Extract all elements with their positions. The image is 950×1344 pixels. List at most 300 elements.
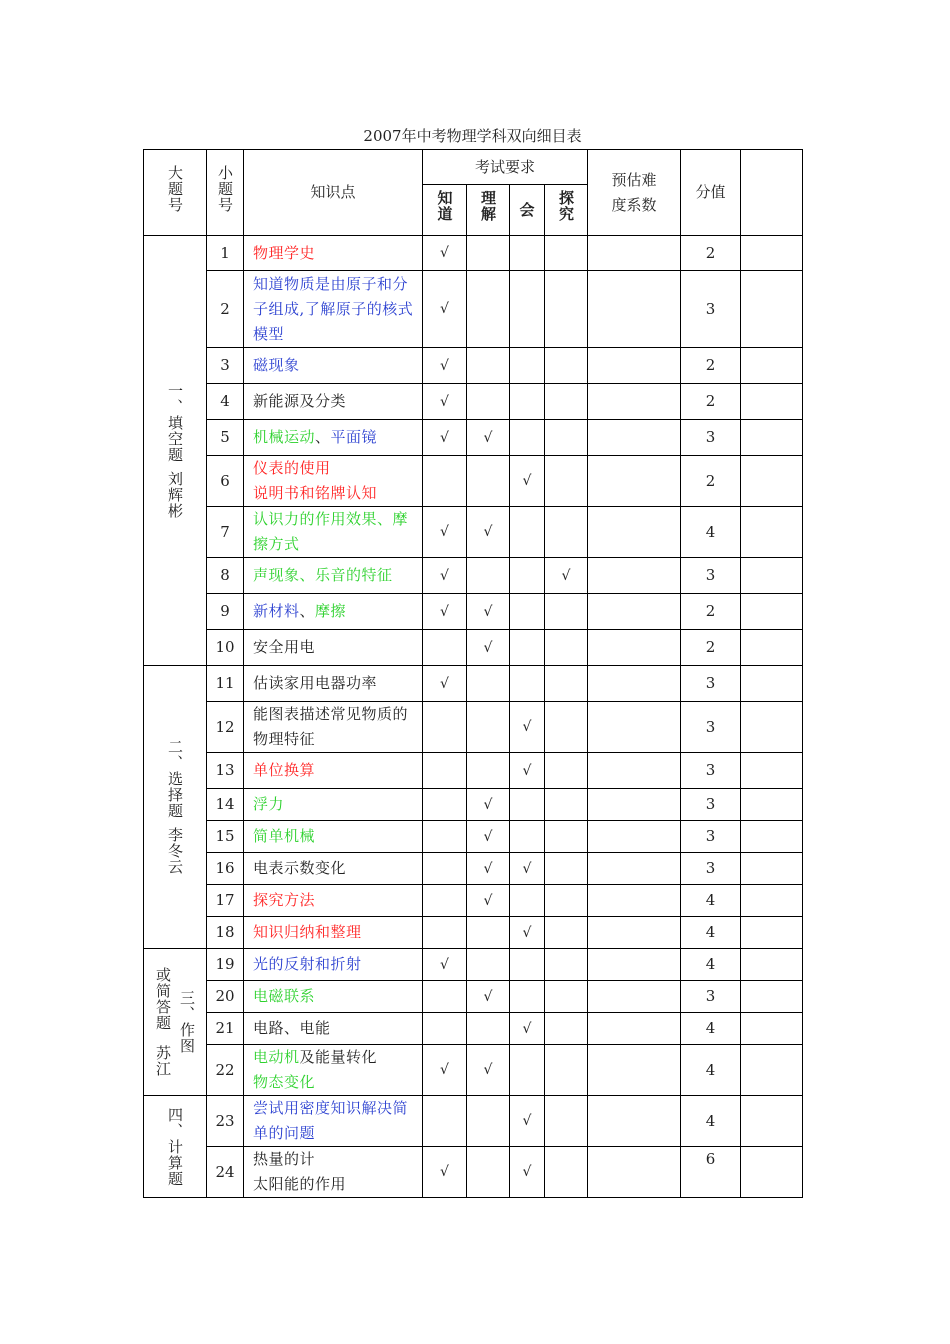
section-label <box>144 739 206 875</box>
knowledge-point <box>244 271 423 348</box>
section-title: 三、作图 <box>178 990 196 1054</box>
check-mark-icon: √ <box>483 524 493 540</box>
score-value: 3 <box>681 853 741 885</box>
check-mark-icon: √ <box>483 988 493 1005</box>
check-cell-apply <box>510 1096 545 1147</box>
section-label <box>144 967 206 1077</box>
table-row <box>144 1147 803 1198</box>
difficulty-cell <box>588 753 681 789</box>
check-mark-icon: √ <box>522 860 532 877</box>
score-value: 4 <box>681 1096 741 1147</box>
check-cell-apply <box>510 558 545 594</box>
check-cell-know <box>423 666 467 702</box>
spec-table <box>143 149 803 1198</box>
knowledge-text: 新材料 <box>253 602 300 620</box>
score-value: 4 <box>681 885 741 917</box>
check-cell-apply <box>510 384 545 420</box>
section-author: 苏江 <box>154 1045 172 1077</box>
table-row <box>144 666 803 702</box>
score-value: 6 <box>681 1147 741 1198</box>
knowledge-point <box>244 981 423 1013</box>
check-cell-apply <box>510 1045 545 1096</box>
knowledge-text: 新能源及分类 <box>253 392 347 410</box>
header-section: 大题号 <box>144 150 207 236</box>
check-mark-icon: √ <box>440 603 449 620</box>
table-row <box>144 558 803 594</box>
check-cell-explore <box>545 1045 588 1096</box>
section-cell-2 <box>144 666 207 949</box>
difficulty-cell <box>588 594 681 630</box>
knowledge-text: 、 <box>299 602 316 620</box>
score-value: 3 <box>681 981 741 1013</box>
blank-cell <box>741 594 803 630</box>
item-number: 16 <box>207 853 244 885</box>
blank-cell <box>741 558 803 594</box>
knowledge-text: 安全用电 <box>253 638 316 656</box>
table-row <box>144 348 803 384</box>
knowledge-point <box>244 853 423 885</box>
knowledge-text: 电路、电能 <box>253 1019 331 1037</box>
item-number: 13 <box>207 753 244 789</box>
blank-cell <box>741 753 803 789</box>
header-blank <box>741 150 803 236</box>
check-cell-know <box>423 885 467 917</box>
check-cell-know <box>423 236 467 271</box>
knowledge-text: 仪表的使用 <box>253 459 331 477</box>
item-number: 14 <box>207 789 244 821</box>
header-knowledge: 知识点 <box>244 150 423 236</box>
check-mark-icon: √ <box>561 567 571 584</box>
check-cell-apply <box>510 981 545 1013</box>
blank-cell <box>741 384 803 420</box>
check-cell-know <box>423 981 467 1013</box>
check-cell-understand <box>467 507 510 558</box>
knowledge-point <box>244 1045 423 1096</box>
section-stack <box>164 383 186 519</box>
score-value: 4 <box>681 1013 741 1045</box>
table-row <box>144 981 803 1013</box>
check-cell-know <box>423 949 467 981</box>
check-cell-know <box>423 1096 467 1147</box>
item-number: 7 <box>207 507 244 558</box>
knowledge-text: 声现象、乐音的特征 <box>253 566 393 584</box>
knowledge-point <box>244 885 423 917</box>
blank-cell <box>741 1013 803 1045</box>
knowledge-point <box>244 1147 423 1198</box>
check-cell-explore <box>545 630 588 666</box>
knowledge-text: 探究方法 <box>253 891 316 909</box>
blank-cell <box>741 789 803 821</box>
section-cell-4 <box>144 1096 207 1198</box>
check-cell-apply <box>510 753 545 789</box>
table-row <box>144 917 803 949</box>
item-number: 17 <box>207 885 244 917</box>
header-level-apply: 会 <box>510 185 545 236</box>
difficulty-cell <box>588 821 681 853</box>
check-cell-apply <box>510 236 545 271</box>
difficulty-cell <box>588 348 681 384</box>
check-cell-understand <box>467 702 510 753</box>
difficulty-cell <box>588 885 681 917</box>
check-cell-apply <box>510 1147 545 1198</box>
item-number: 5 <box>207 420 244 456</box>
knowledge-text: 物理学史 <box>253 243 316 262</box>
check-mark-icon: √ <box>483 796 493 813</box>
check-cell-explore <box>545 420 588 456</box>
check-cell-explore <box>545 384 588 420</box>
check-cell-apply <box>510 456 545 507</box>
difficulty-cell <box>588 384 681 420</box>
score-value: 4 <box>681 1045 741 1096</box>
item-number: 19 <box>207 949 244 981</box>
knowledge-text: 电表示数变化 <box>253 859 347 877</box>
item-number: 10 <box>207 630 244 666</box>
check-cell-know <box>423 789 467 821</box>
knowledge-text: 单位换算 <box>253 761 316 779</box>
check-cell-understand <box>467 853 510 885</box>
knowledge-point <box>244 348 423 384</box>
header-number: 小题号 <box>207 150 244 236</box>
knowledge-point <box>244 236 423 271</box>
check-cell-know <box>423 853 467 885</box>
score-value: 4 <box>681 917 741 949</box>
check-cell-understand <box>467 885 510 917</box>
check-cell-explore <box>545 753 588 789</box>
table-row <box>144 1013 803 1045</box>
section-title-cont: 或简答题 <box>154 967 172 1031</box>
check-cell-explore <box>545 594 588 630</box>
check-cell-understand <box>467 348 510 384</box>
check-cell-apply <box>510 271 545 348</box>
knowledge-point <box>244 917 423 949</box>
knowledge-point <box>244 1013 423 1045</box>
check-cell-apply <box>510 594 545 630</box>
difficulty-cell <box>588 917 681 949</box>
table-row <box>144 594 803 630</box>
table-row <box>144 384 803 420</box>
knowledge-text: 浮力 <box>253 795 285 813</box>
check-mark-icon: √ <box>440 393 449 410</box>
check-cell-understand <box>467 236 510 271</box>
knowledge-text: 电动机 <box>253 1048 300 1066</box>
check-cell-explore <box>545 271 588 348</box>
blank-cell <box>741 702 803 753</box>
difficulty-cell <box>588 1147 681 1198</box>
table-row <box>144 702 803 753</box>
knowledge-text: 物态变化 <box>253 1073 316 1091</box>
score-value: 2 <box>681 594 741 630</box>
score-value: 2 <box>681 348 741 384</box>
knowledge-point <box>244 507 423 558</box>
check-cell-explore <box>545 789 588 821</box>
table-row <box>144 236 803 271</box>
check-cell-apply <box>510 630 545 666</box>
blank-cell <box>741 949 803 981</box>
check-cell-explore <box>545 917 588 949</box>
check-cell-know <box>423 1013 467 1045</box>
check-cell-understand <box>467 420 510 456</box>
check-cell-know <box>423 456 467 507</box>
blank-cell <box>741 1045 803 1096</box>
blank-cell <box>741 853 803 885</box>
score-value: 2 <box>681 456 741 507</box>
item-number: 20 <box>207 981 244 1013</box>
check-cell-understand <box>467 1045 510 1096</box>
check-cell-apply <box>510 702 545 753</box>
knowledge-text: 说明书和铭牌认知 <box>253 484 378 502</box>
check-cell-know <box>423 558 467 594</box>
item-number: 6 <box>207 456 244 507</box>
item-number: 4 <box>207 384 244 420</box>
knowledge-text: 磁现象 <box>253 356 300 374</box>
check-cell-apply <box>510 666 545 702</box>
check-mark-icon: √ <box>440 524 449 540</box>
knowledge-text: 及能量转化 <box>299 1048 378 1066</box>
score-value: 3 <box>681 666 741 702</box>
item-number: 22 <box>207 1045 244 1096</box>
check-cell-understand <box>467 917 510 949</box>
knowledge-text: 光的反射和折射 <box>253 955 362 973</box>
blank-cell <box>741 271 803 348</box>
check-mark-icon: √ <box>522 719 532 735</box>
check-cell-apply <box>510 885 545 917</box>
check-cell-explore <box>545 558 588 594</box>
blank-cell <box>741 666 803 702</box>
blank-cell <box>741 885 803 917</box>
blank-cell <box>741 236 803 271</box>
item-number: 12 <box>207 702 244 753</box>
check-cell-explore <box>545 1013 588 1045</box>
knowledge-point <box>244 789 423 821</box>
check-cell-understand <box>467 271 510 348</box>
item-number: 11 <box>207 666 244 702</box>
check-mark-icon: √ <box>522 1113 532 1129</box>
section-title: 四、计算题 <box>166 1106 184 1187</box>
knowledge-text: 电磁联系 <box>253 987 316 1005</box>
difficulty-cell <box>588 456 681 507</box>
difficulty-cell <box>588 271 681 348</box>
section-cell-3 <box>144 949 207 1096</box>
table-row <box>144 885 803 917</box>
check-mark-icon: √ <box>483 892 493 909</box>
score-value: 2 <box>681 236 741 271</box>
header-level-explore: 探究 <box>545 185 588 236</box>
check-cell-know <box>423 1147 467 1198</box>
table-row <box>144 271 803 348</box>
check-cell-explore <box>545 853 588 885</box>
knowledge-text: 太阳能的作用 <box>253 1175 347 1193</box>
score-value: 3 <box>681 271 741 348</box>
difficulty-cell <box>588 666 681 702</box>
check-mark-icon: √ <box>440 1164 449 1180</box>
difficulty-cell <box>588 236 681 271</box>
score-value: 4 <box>681 507 741 558</box>
knowledge-text: 知道物质是由原子和分子组成,了解原子的核式模型 <box>253 274 414 343</box>
blank-cell <box>741 1147 803 1198</box>
check-cell-know <box>423 420 467 456</box>
check-cell-explore <box>545 885 588 917</box>
check-mark-icon: √ <box>440 1062 449 1078</box>
check-cell-apply <box>510 348 545 384</box>
knowledge-text: 尝试用密度知识解决简单的问题 <box>253 1099 409 1142</box>
check-cell-understand <box>467 981 510 1013</box>
table-row <box>144 420 803 456</box>
table-row <box>144 821 803 853</box>
check-cell-know <box>423 507 467 558</box>
difficulty-cell <box>588 702 681 753</box>
knowledge-point <box>244 1096 423 1147</box>
blank-cell <box>741 1096 803 1147</box>
table-row <box>144 507 803 558</box>
check-mark-icon: √ <box>522 762 532 779</box>
check-cell-apply <box>510 821 545 853</box>
check-mark-icon: √ <box>483 828 493 845</box>
check-cell-understand <box>467 821 510 853</box>
check-cell-apply <box>510 507 545 558</box>
score-value: 4 <box>681 949 741 981</box>
score-value: 2 <box>681 630 741 666</box>
check-mark-icon: √ <box>440 567 449 584</box>
section-stack <box>152 967 174 1077</box>
knowledge-point <box>244 949 423 981</box>
difficulty-cell <box>588 1013 681 1045</box>
section-author: 刘辉彬 <box>166 470 184 519</box>
check-cell-explore <box>545 348 588 384</box>
blank-cell <box>741 981 803 1013</box>
check-mark-icon: √ <box>522 473 532 489</box>
page-title: 2007年中考物理学科双向细目表 <box>363 127 582 145</box>
knowledge-text: 热量的计 <box>253 1150 316 1168</box>
check-cell-understand <box>467 949 510 981</box>
score-value: 3 <box>681 558 741 594</box>
table-row <box>144 1045 803 1096</box>
check-mark-icon: √ <box>440 429 449 446</box>
blank-cell <box>741 507 803 558</box>
table-body <box>144 236 803 1198</box>
blank-cell <box>741 420 803 456</box>
section-stack <box>164 739 186 875</box>
table-row <box>144 456 803 507</box>
check-cell-understand <box>467 789 510 821</box>
section-cell-1 <box>144 236 207 666</box>
table-row <box>144 1096 803 1147</box>
score-value: 3 <box>681 789 741 821</box>
check-cell-understand <box>467 558 510 594</box>
item-number: 15 <box>207 821 244 853</box>
check-mark-icon: √ <box>483 603 493 620</box>
item-number: 24 <box>207 1147 244 1198</box>
check-cell-explore <box>545 821 588 853</box>
difficulty-cell <box>588 789 681 821</box>
knowledge-point <box>244 666 423 702</box>
blank-cell <box>741 821 803 853</box>
check-cell-apply <box>510 949 545 981</box>
check-mark-icon: √ <box>522 924 532 941</box>
check-cell-explore <box>545 666 588 702</box>
check-cell-understand <box>467 630 510 666</box>
check-cell-understand <box>467 1096 510 1147</box>
check-cell-understand <box>467 666 510 702</box>
check-cell-explore <box>545 236 588 271</box>
header-score: 分值 <box>681 150 741 236</box>
knowledge-point <box>244 630 423 666</box>
check-cell-explore <box>545 702 588 753</box>
knowledge-point <box>244 702 423 753</box>
difficulty-cell <box>588 630 681 666</box>
check-cell-explore <box>545 456 588 507</box>
check-cell-apply <box>510 853 545 885</box>
section-label <box>144 1107 206 1187</box>
knowledge-point <box>244 456 423 507</box>
check-cell-apply <box>510 1013 545 1045</box>
check-cell-understand <box>467 1147 510 1198</box>
check-mark-icon: √ <box>483 1062 493 1078</box>
check-mark-icon: √ <box>483 860 493 877</box>
table-row <box>144 853 803 885</box>
check-cell-know <box>423 702 467 753</box>
check-cell-explore <box>545 981 588 1013</box>
knowledge-text: 机械运动 <box>253 428 316 446</box>
check-mark-icon: √ <box>522 1164 532 1180</box>
knowledge-text: 简单机械 <box>253 827 316 845</box>
score-value: 3 <box>681 753 741 789</box>
knowledge-point <box>244 420 423 456</box>
knowledge-text: 估读家用电器功率 <box>253 674 378 692</box>
check-cell-understand <box>467 384 510 420</box>
difficulty-cell <box>588 1096 681 1147</box>
difficulty-cell <box>588 1045 681 1096</box>
header-level-understand: 理解 <box>467 185 510 236</box>
item-number: 18 <box>207 917 244 949</box>
check-mark-icon: √ <box>440 675 449 692</box>
knowledge-text: 、 <box>315 428 331 446</box>
check-mark-icon: √ <box>440 357 449 374</box>
check-cell-know <box>423 271 467 348</box>
blank-cell <box>741 917 803 949</box>
check-mark-icon: √ <box>440 301 449 317</box>
check-cell-know <box>423 917 467 949</box>
knowledge-point <box>244 821 423 853</box>
item-number: 2 <box>207 271 244 348</box>
check-mark-icon: √ <box>522 1020 532 1037</box>
header-requirements: 考试要求 <box>423 150 588 185</box>
check-cell-explore <box>545 1096 588 1147</box>
knowledge-text: 认识力的作用效果、摩擦方式 <box>253 510 409 553</box>
check-cell-know <box>423 753 467 789</box>
section-label <box>144 383 206 519</box>
knowledge-point <box>244 558 423 594</box>
blank-cell <box>741 456 803 507</box>
knowledge-point <box>244 384 423 420</box>
section-author: 李冬云 <box>166 827 184 875</box>
check-cell-understand <box>467 1013 510 1045</box>
knowledge-text: 能图表描述常见物质的物理特征 <box>253 705 409 748</box>
check-mark-icon: √ <box>483 639 493 656</box>
check-mark-icon: √ <box>440 956 449 973</box>
knowledge-text: 摩擦 <box>315 602 347 620</box>
difficulty-cell <box>588 420 681 456</box>
blank-cell <box>741 348 803 384</box>
check-cell-know <box>423 594 467 630</box>
section-title: 一、填空题 <box>166 382 184 463</box>
score-value: 2 <box>681 384 741 420</box>
check-cell-explore <box>545 507 588 558</box>
check-cell-apply <box>510 917 545 949</box>
knowledge-point <box>244 753 423 789</box>
item-number: 21 <box>207 1013 244 1045</box>
check-mark-icon: √ <box>440 245 449 261</box>
knowledge-text: 平面镜 <box>330 428 378 446</box>
